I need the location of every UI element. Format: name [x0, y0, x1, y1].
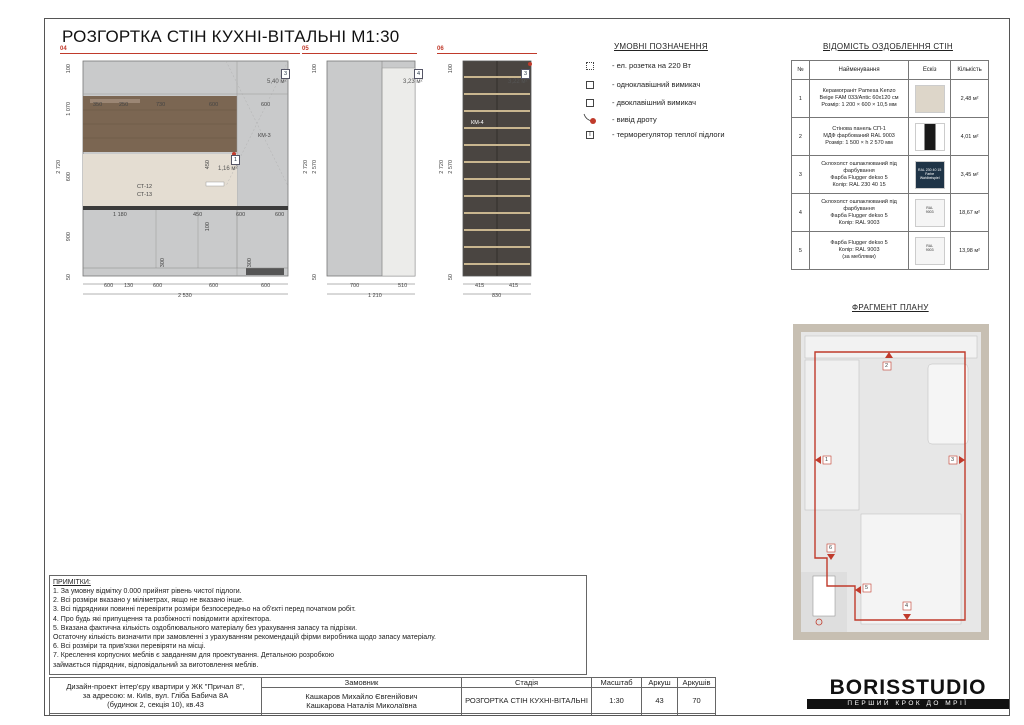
material-swatch [915, 123, 945, 151]
notes-box [49, 575, 587, 675]
w04-inner-dim-4: 300 [247, 258, 253, 268]
finish-name-line: Керамограніт Pamesa Kenzo [822, 88, 896, 94]
w05-left-dim-2: 2 570 [312, 160, 318, 174]
finish-row [792, 232, 989, 270]
w06-left-total: 2 720 [439, 160, 445, 174]
finish-row-name [809, 118, 908, 156]
finish-row [792, 156, 989, 194]
w04-top-dim-2: 250 [119, 102, 129, 108]
project-line: (будинок 2, секція 10), кв.43 [107, 700, 204, 709]
swatch-label: Farbe Wahlbeispiel [919, 171, 940, 180]
finish-header-no: № [792, 61, 810, 80]
sheet-label: Аркуш [642, 678, 678, 688]
w04-inner-dim-2: 100 [205, 222, 211, 232]
finish-name-line: (за меблями) [842, 254, 876, 260]
sheets-value: 70 [678, 688, 716, 714]
material-swatch [915, 85, 945, 113]
w04-left-dim-5: 50 [66, 274, 72, 281]
plan-fragment [793, 324, 989, 640]
wall-05-finish-badge: 4 [414, 69, 423, 79]
w04-top-dim-3: 730 [156, 102, 166, 108]
swatch-label: 9003 [925, 247, 934, 252]
wall-04-sub-area: 1,16 м² [218, 166, 238, 172]
finish-name-line: Колір: RAL 230 40 15 [832, 181, 886, 188]
w04-left-dim-2: 1 070 [66, 102, 72, 116]
wall-04-sub-badge: 1 [231, 155, 240, 165]
client-name: Кашкаров Михайло Євгенійович [305, 691, 418, 701]
thermostat-icon: T [586, 131, 594, 139]
swatch-label: RAL [926, 243, 934, 248]
plan-title: ФРАГМЕНТ ПЛАНУ [852, 303, 929, 312]
finish-name-line: Стінова панель СП-1 [832, 126, 886, 132]
wall-04-area: 5,40 м² [267, 79, 287, 85]
shelf-light [464, 212, 530, 214]
w04-inner-dim-3: 300 [160, 258, 166, 268]
note-line: 1. За умовну відмітку 0.000 прийнят рівень чистої підлоги. [53, 588, 242, 595]
w04-mid-dim-2: 450 [193, 212, 203, 218]
finish-row-no: 3 [792, 156, 810, 194]
finish-row-name [809, 156, 908, 194]
w06-left-dim-2: 2 570 [448, 160, 454, 174]
finish-row-no: 5 [792, 232, 810, 270]
w04-left-dim-1: 100 [66, 64, 72, 74]
shelf-light [464, 246, 530, 248]
note-line: 2. Всі розміри вказано у міліметрах, якщо не вказано інше. [53, 597, 244, 605]
finish-row-no: 2 [792, 118, 810, 156]
note-line: 4. Про будь які припущення та розбіжності повідомити архітектора. [53, 615, 272, 623]
finish-name-line: фарбування [843, 205, 875, 212]
wall-05-area: 3,23 м² [403, 79, 423, 85]
sheet-value: 43 [642, 688, 678, 714]
finish-row-sketch [909, 80, 951, 118]
stage-label: Стадія [462, 678, 592, 688]
finish-row-qty: 13,98 м² [951, 232, 989, 270]
logo-wordmark: BORISSTUDIO [829, 676, 987, 699]
finish-row [792, 118, 989, 156]
w04-top-dim-4: 600 [209, 102, 219, 108]
finish-row-sketch [909, 232, 951, 270]
project-line: за адресою: м. Київ, вул. Гліба Бабича 8А [82, 691, 229, 700]
plan-marker-3: 3 [951, 457, 955, 463]
finish-name-line: Розмір: 1 200 × 600 × 10,5 мм [821, 102, 897, 108]
finish-row-qty: 2,48 м² [951, 80, 989, 118]
wall-04-st12-label: СТ-12 [137, 184, 153, 190]
single-switch-icon [586, 81, 594, 89]
w04-mid-dim-3: 600 [236, 212, 246, 218]
socket-icon [586, 62, 594, 70]
wall-04-tag: 04 [60, 46, 67, 52]
w04-bottom-dim-5: 600 [261, 283, 271, 289]
note-line: 7. Креслення корпусних меблів є завданням для проектування. Детальною розробкою [53, 652, 334, 660]
shelf-light [464, 178, 530, 180]
shelf-light [464, 161, 530, 163]
w05-total-dim: 1 210 [368, 293, 382, 299]
finish-row [792, 80, 989, 118]
w06-left-dim-1: 100 [448, 64, 454, 74]
w05-left-total: 2 720 [303, 160, 309, 174]
material-swatch [915, 237, 945, 265]
w06-bottom-dim-2: 415 [509, 283, 519, 289]
finish-name-line: МДФ фарбований RAL 9003 [823, 133, 895, 139]
material-swatch [915, 161, 945, 189]
w05-bottom-dim-2: 510 [398, 283, 408, 289]
finish-name-line: Beige FAM 033/Antic 60х120 см [819, 95, 899, 101]
finish-header-qty: Кількість [951, 61, 989, 80]
w04-mid-dim-4: 600 [275, 212, 285, 218]
swatch-label: RAL 230 40 15 [918, 167, 942, 172]
w04-top-dim-1: 350 [93, 102, 103, 108]
wall-06-finish-badge: 3 [521, 69, 530, 79]
w04-mid-dim-1: 1 180 [113, 212, 127, 218]
legend-socket-label: - ел. розетка на 220 Вт [612, 61, 691, 70]
title-block [49, 677, 716, 714]
wall-04-section-line [60, 53, 300, 54]
finish-row-qty: 3,45 м² [951, 156, 989, 194]
project-line: Дизайн-проект інтер'єру квартири у ЖК "Причал 8", [66, 682, 245, 691]
stage-value: РОЗГОРТКА СТІН КУХНІ-ВІТАЛЬНІ [462, 688, 592, 714]
plan-marker-1: 1 [825, 457, 829, 463]
legend-title: УМОВНІ ПОЗНАЧЕННЯ [614, 42, 708, 51]
finish-row-qty: 18,67 м² [951, 194, 989, 232]
finish-name-line: Фарба Flugger dekso 5 [830, 174, 888, 181]
note-line: займається підрядник, відповідальний за виготовлення меблів. [53, 661, 259, 669]
w04-bottom-dim-3: 600 [153, 283, 163, 289]
shelf-light [464, 93, 530, 95]
finish-row-name [809, 232, 908, 270]
note-line: Остаточну кількість визначити при замовленні з урахуванням рекомендацій фірми виробника щодо запасу матеріалу. [53, 634, 436, 642]
finish-table-title: ВІДОМІСТЬ ОЗДОБЛЕННЯ СТІН [823, 42, 953, 51]
plan-marker-5: 5 [865, 585, 869, 591]
finish-row [792, 194, 989, 232]
w06-bottom-dim-1: 415 [475, 283, 485, 289]
wall-06-tag: 06 [437, 46, 444, 52]
legend-wire-outlet-label: - вивід дроту [612, 115, 657, 124]
swatch-label: RAL [926, 205, 934, 210]
w04-bottom-dim-2: 130 [124, 283, 134, 289]
project-description [50, 678, 262, 714]
client-name: Кашкарова Наталія Миколаївна [306, 700, 417, 710]
w04-left-total: 2 720 [56, 160, 62, 174]
legend-thermostat-label: - терморегулятор теплої підлоги [612, 130, 725, 139]
finish-name-line: Склохолст ошпаклюваний під [821, 198, 897, 205]
note-line: 6. Всі розміри та прив'язки перевіряти на місці. [53, 643, 206, 651]
legend-single-switch-label: - одноклавішний вимикач [612, 80, 701, 89]
w04-bottom-dim-4: 600 [209, 283, 219, 289]
w04-total-dim: 2 530 [178, 293, 192, 299]
wall-05-tag: 05 [302, 46, 309, 52]
finish-row-qty: 4,01 м² [951, 118, 989, 156]
scale-value: 1:30 [592, 688, 642, 714]
w05-left-dim-1: 100 [312, 64, 318, 74]
note-line: 5. Вказана фактична кількість оздоблювального матеріалу без урахування запасу та підрізки. [53, 624, 358, 632]
w04-inner-dim-1: 450 [205, 160, 211, 170]
material-swatch [915, 199, 945, 227]
finish-name-line: Колір: RAL 9003 [838, 219, 880, 226]
w06-total-dim: 830 [492, 293, 502, 299]
finish-table [791, 60, 989, 270]
shelf-light [464, 144, 530, 146]
wall-04-km-label: КМ-3 [258, 133, 271, 139]
studio-logo [807, 677, 1009, 713]
client-label: Замовник [262, 678, 462, 688]
legend-double-switch-label: - двоклавішний вимикач [612, 98, 697, 107]
wall-04-elevation [76, 56, 306, 298]
wall-05-section-line [302, 53, 417, 54]
plan-marker-4: 4 [905, 603, 909, 609]
finish-name-line: Розмір: 1 500 × h 2 570 мм [825, 140, 893, 146]
w04-left-dim-3: 600 [66, 172, 72, 182]
finish-name-line: Склохолст ошпаклюваний під [821, 160, 897, 167]
shelf-light [464, 110, 530, 112]
finish-row-no: 1 [792, 80, 810, 118]
w06-left-dim-3: 50 [448, 274, 454, 281]
finish-row-no: 4 [792, 194, 810, 232]
shelf-light [464, 263, 530, 265]
wall-06-elevation [456, 56, 541, 298]
wall-06-section-line [437, 53, 537, 54]
logo-tagline: ПЕРШИЙ КРОК ДО МРІЇ [807, 699, 1009, 709]
shelf-light [464, 229, 530, 231]
swatch-label: 9003 [925, 209, 934, 214]
client-names [262, 688, 462, 714]
scale-label: Масштаб [592, 678, 642, 688]
w04-top-dim-5: 600 [261, 102, 271, 108]
note-line: 3. Всі підрядники повинні перевірити розміри безпосередньо на об'єкті перед початком робіт. [53, 606, 356, 614]
shelf-light [464, 195, 530, 197]
finish-name-line: фарбування [843, 167, 875, 174]
finish-name-line: Колір: RAL 9003 [838, 247, 880, 253]
plan-marker-2: 2 [885, 363, 889, 369]
notes-title: ПРИМІТКИ: [53, 579, 91, 586]
finish-row-sketch [909, 118, 951, 156]
wall-04-finish-badge: 3 [281, 69, 290, 79]
page-title: РОЗГОРТКА СТІН КУХНІ-ВІТАЛЬНІ М1:30 [62, 27, 400, 46]
finish-row-sketch [909, 156, 951, 194]
wall-06-km-label: КМ-4 [471, 120, 484, 126]
finish-name-line: Фарба Flugger dekso 5 [830, 212, 888, 219]
shelf-light [464, 127, 530, 129]
w05-left-dim-3: 50 [312, 274, 318, 281]
wall-06-area: 3,22 м² [508, 79, 528, 85]
w04-bottom-dim-1: 600 [104, 283, 114, 289]
double-switch-icon [586, 99, 594, 107]
finish-row-sketch [909, 194, 951, 232]
plan-marker-6: 6 [829, 545, 833, 551]
w04-left-dim-4: 900 [66, 232, 72, 242]
finish-row-name [809, 80, 908, 118]
wall-04-st13-label: СТ-13 [137, 192, 153, 198]
w05-bottom-dim-1: 700 [350, 283, 360, 289]
finish-name-line: Фарба Flugger dekso 5 [830, 240, 888, 246]
sheets-label: Аркушів [678, 678, 716, 688]
finish-row-name [809, 194, 908, 232]
wire-outlet-icon [582, 112, 598, 126]
wall-05-elevation [320, 56, 430, 298]
finish-header-sketch: Ескіз [909, 61, 951, 80]
finish-header-name: Найменування [809, 61, 908, 80]
